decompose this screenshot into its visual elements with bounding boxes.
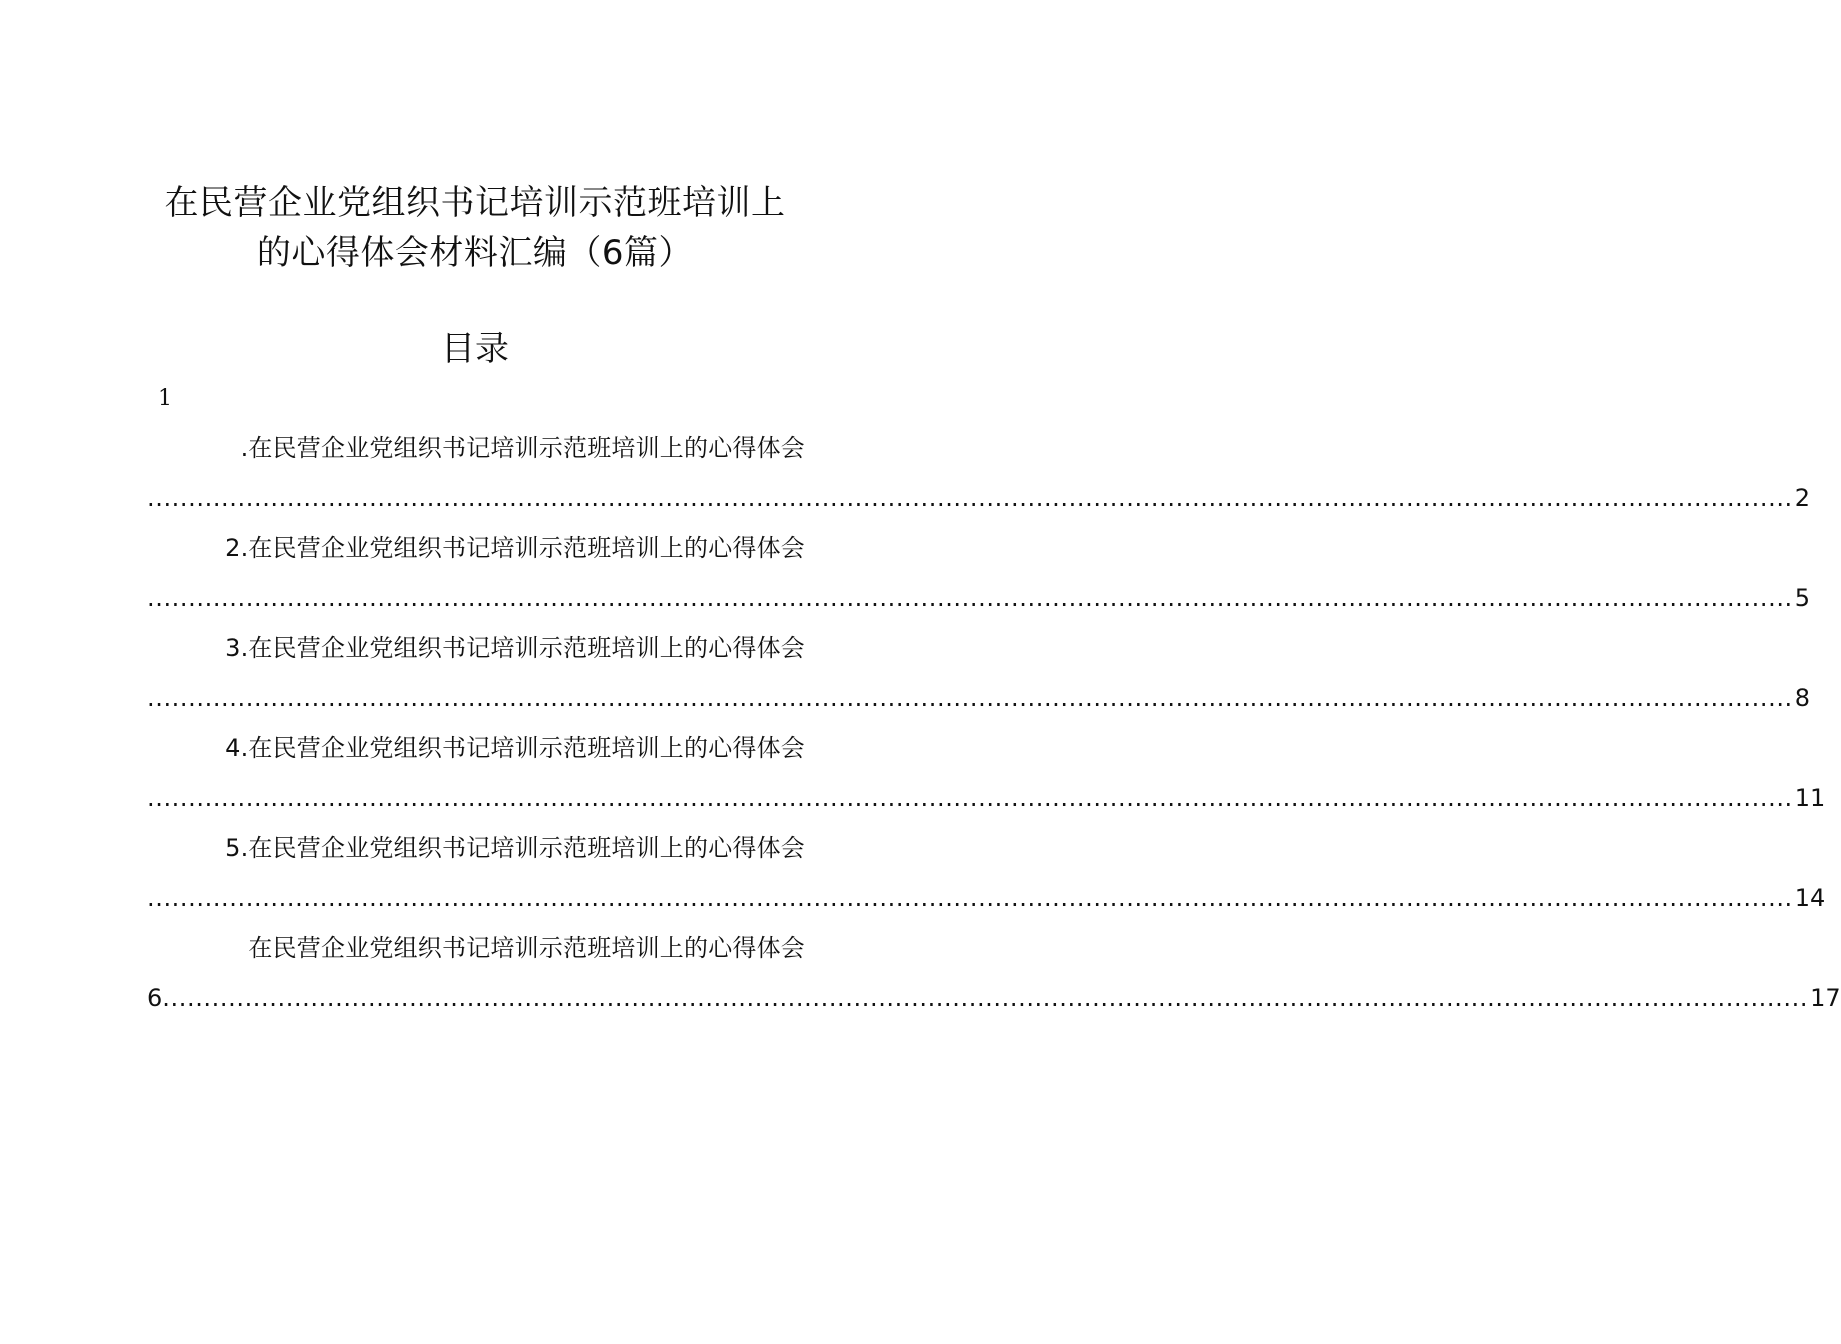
toc-entry-leader — [147, 778, 1826, 818]
toc-entry-page-number[interactable]: 8 — [1794, 684, 1811, 712]
toc-entry-2[interactable] — [147, 524, 1811, 624]
toc-entry-page-number[interactable]: 5 — [1794, 584, 1811, 612]
toc-entry-leader — [147, 878, 1826, 918]
toc-entry-leader — [147, 478, 1811, 518]
toc-entry-3[interactable] — [147, 624, 1811, 724]
toc-entry-leader — [147, 678, 1811, 718]
toc-entry-leader — [147, 578, 1811, 618]
toc-entry-title[interactable]: .在民营企业党组织书记培训示范班培训上的心得体会 — [240, 434, 805, 462]
toc-entry-page-number[interactable]: 14 — [1794, 884, 1826, 912]
dot-leader: ........................................................................................................................................................................................................ — [147, 884, 1793, 912]
toc-entry-prefix: 6 — [147, 984, 163, 1012]
toc-entry-page-number[interactable]: 2 — [1794, 484, 1811, 512]
toc-entry-title[interactable]: 5.在民营企业党组织书记培训示范班培训上的心得体会 — [225, 834, 805, 862]
toc-entry-leader — [147, 978, 1841, 1018]
toc-entry-page-number[interactable]: 17 — [1810, 984, 1841, 1012]
toc-entry-title[interactable]: 2.在民营企业党组织书记培训示范班培训上的心得体会 — [225, 534, 805, 562]
table-of-contents — [147, 424, 1841, 1024]
toc-entry-4[interactable] — [147, 724, 1826, 824]
toc-entry-title[interactable]: 3.在民营企业党组织书记培训示范班培训上的心得体会 — [225, 634, 805, 662]
dot-leader: ........................................................................................................................................................................................................ — [162, 984, 1809, 1012]
toc-entry-title[interactable]: 4.在民营企业党组织书记培训示范班培训上的心得体会 — [225, 734, 805, 762]
toc-entry-5[interactable] — [147, 824, 1826, 924]
toc-entry-1[interactable] — [147, 424, 1811, 524]
dot-leader: ........................................................................................................................................................................................................ — [147, 484, 1793, 512]
dot-leader: ........................................................................................................................................................................................................ — [147, 784, 1793, 812]
stray-number-mark: 1 — [158, 386, 172, 411]
document-title-line-2: 的心得体会材料汇编（6篇） — [256, 233, 694, 273]
toc-entry-6[interactable] — [147, 924, 1841, 1024]
document-title — [100, 178, 850, 278]
dot-leader: ........................................................................................................................................................................................................ — [147, 584, 1793, 612]
toc-entry-page-number[interactable]: 11 — [1794, 784, 1826, 812]
document-title-line-1: 在民营企业党组织书记培训示范班培训上 — [164, 183, 786, 223]
dot-leader: ........................................................................................................................................................................................................ — [147, 684, 1793, 712]
toc-entry-title[interactable]: 在民营企业党组织书记培训示范班培训上的心得体会 — [248, 934, 805, 962]
toc-heading: 目录 — [441, 329, 509, 369]
